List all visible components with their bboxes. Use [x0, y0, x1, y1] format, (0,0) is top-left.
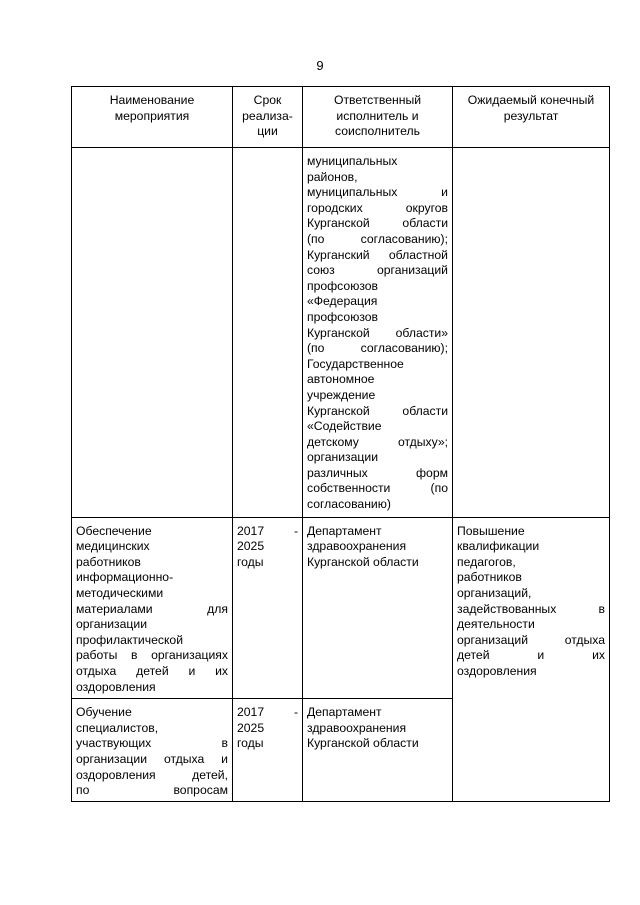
row1-term-cell — [233, 148, 303, 518]
row3-event-cell: Обучение специалистов, участвующих в организации отдыха и оздоровления детей, по вопросам — [72, 699, 233, 802]
header-responsible: Ответственный исполнитель и соисполнитель — [303, 87, 453, 148]
page-number: 9 — [316, 58, 324, 73]
table-row — [72, 148, 610, 518]
row2-term-cell: 2017 - 2025 годы — [233, 517, 303, 699]
table-header-row — [72, 87, 610, 148]
row1-result-cell — [453, 148, 610, 518]
row1-event-cell — [72, 148, 233, 518]
row2-event-cell: Обеспечение медицинских работников информационно- методическими материалами для организации профилактической работы в организациях отдыха детей и их оздоровления — [72, 517, 233, 699]
row2-result-cell: Повышение квалификации педагогов, работников организаций, задействованных в деятельности организаций отдыха детей и их оздоровления — [453, 517, 610, 801]
events-table — [71, 86, 610, 802]
header-expected-result: Ожидаемый конечный результат — [453, 87, 610, 148]
row3-responsible-cell: Департамент здравоохранения Курганской области — [303, 699, 453, 802]
header-event-name: Наименование мероприятия — [72, 87, 233, 148]
row3-term-cell: 2017 - 2025 годы — [233, 699, 303, 802]
header-term: Срок реализа- ции — [233, 87, 303, 148]
table-row — [72, 517, 610, 699]
row1-responsible-cell: муниципальных районов, муниципальных и городских округов Курганской области (по согласованию); Курганский областной союз организаций профсоюзов «Федерация профсоюзов Курганской области» (по согласованию); Государственное автономное учреждение Курганской области «Содействие детскому отдыху»; организации различных форм собственности (по согласованию) — [303, 148, 453, 518]
row2-responsible-cell: Департамент здравоохранения Курганской области — [303, 517, 453, 699]
